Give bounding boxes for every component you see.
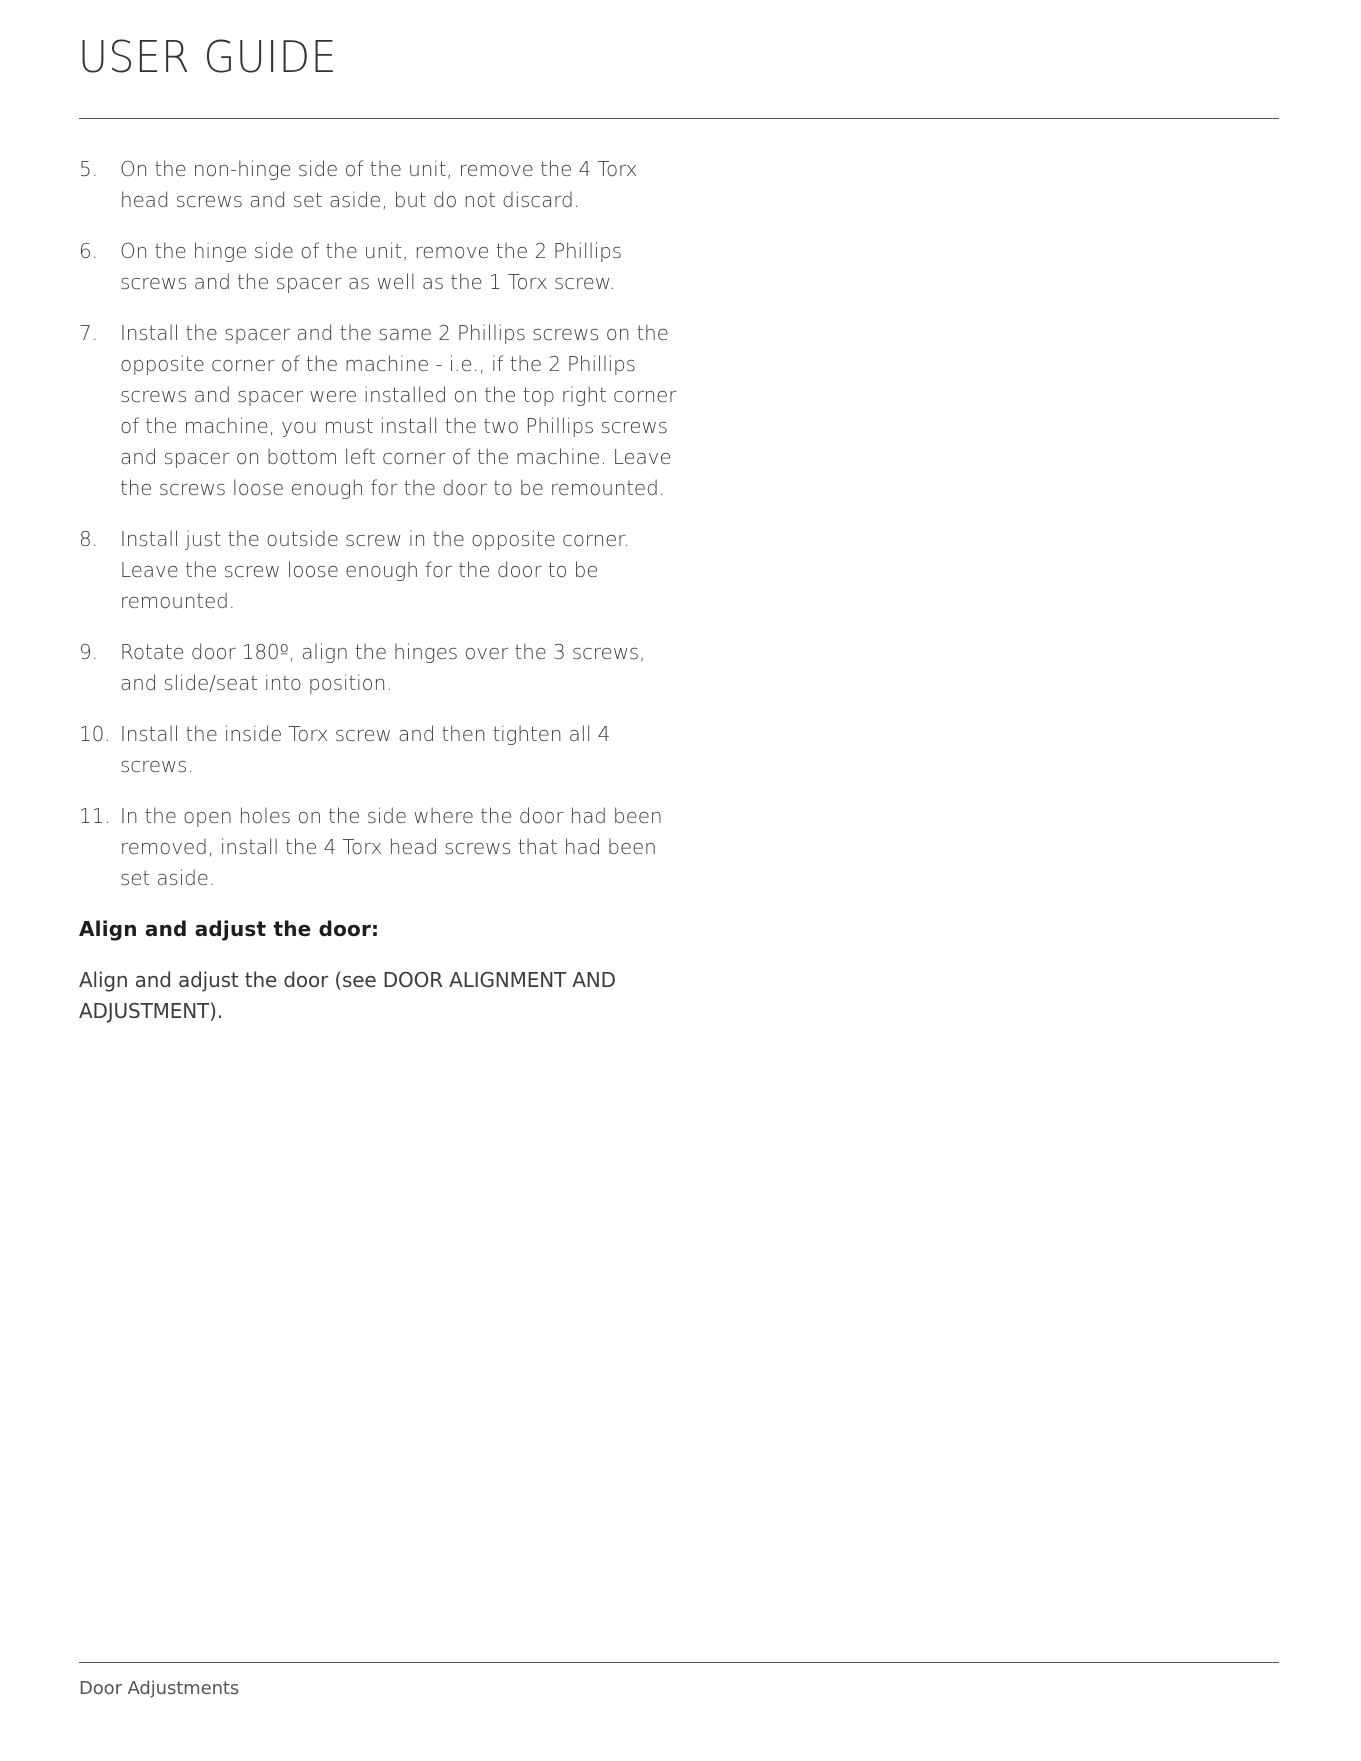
instruction-steps xyxy=(79,154,679,894)
step-item xyxy=(79,318,679,504)
step-number: 5. xyxy=(79,157,98,181)
step-number: 9. xyxy=(79,640,98,664)
section-heading: Align and adjust the door: xyxy=(79,917,380,941)
section-paragraph: Align and adjust the door (see DOOR ALIGNMENT AND ADJUSTMENT). xyxy=(79,968,616,1023)
footer-section-label: Door Adjustments xyxy=(79,1678,240,1699)
step-number: 6. xyxy=(79,239,98,263)
header-divider xyxy=(79,118,1279,119)
step-text: Install the spacer and the same 2 Phillips screws on the opposite corner of the machine - i.e., if the 2 Phillips screws and spacer were installed on the top right corner of the machine, you must install the two Phillips screws and spacer on bottom left corner of the machine. Leave the screws loose enough for the door to be remounted. xyxy=(120,321,677,500)
step-text: Install just the outside screw in the opposite corner. Leave the screw loose enough for the door to be remounted. xyxy=(120,527,630,613)
step-item xyxy=(79,801,679,894)
page-title: USER GUIDE xyxy=(78,32,337,83)
step-text: In the open holes on the side where the door had been removed, install the 4 Torx head screws that had been set aside. xyxy=(120,804,663,890)
footer-divider xyxy=(79,1662,1279,1663)
step-text: Install the inside Torx screw and then tighten all 4 screws. xyxy=(120,722,611,777)
step-number: 8. xyxy=(79,527,98,551)
step-item xyxy=(79,524,679,617)
step-item xyxy=(79,236,679,298)
step-number: 11. xyxy=(79,804,111,828)
step-text: Rotate door 180º, align the hinges over the 3 screws, and slide/seat into position. xyxy=(120,640,646,695)
step-item xyxy=(79,637,679,699)
step-item xyxy=(79,719,679,781)
step-number: 10. xyxy=(79,722,111,746)
step-text: On the non-hinge side of the unit, remove the 4 Torx head screws and set aside, but do not discard. xyxy=(120,157,638,212)
main-content xyxy=(79,154,679,1027)
step-number: 7. xyxy=(79,321,98,345)
step-text: On the hinge side of the unit, remove the 2 Phillips screws and the spacer as well as the 1 Torx screw. xyxy=(120,239,622,294)
step-item xyxy=(79,154,679,216)
